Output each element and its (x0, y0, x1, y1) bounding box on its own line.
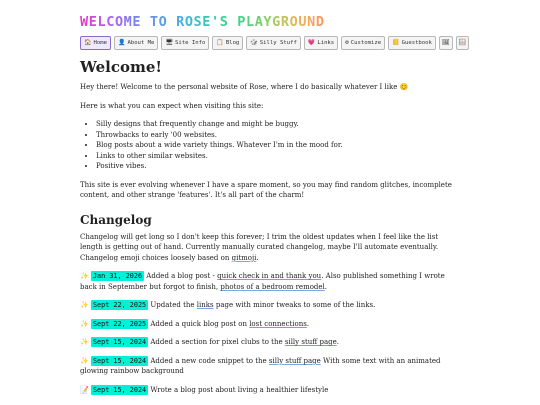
nav-blog-label: Blog (225, 40, 240, 46)
list-item: • Links to other similar websites. (96, 151, 460, 162)
nav-site-info-label: Site Info (175, 40, 206, 46)
nav-home-button[interactable] (80, 36, 111, 50)
links-page-link[interactable]: links (196, 301, 214, 310)
list-item: • Positive vibes. (96, 161, 460, 172)
sparkles-icon: ✨ (80, 338, 89, 347)
nav-picture-button[interactable] (439, 36, 453, 50)
intro-paragraph (80, 82, 460, 93)
gitmoji-link[interactable]: gitmoji (231, 253, 257, 262)
nav-customize-label: Customize (350, 40, 382, 46)
nav-window-button[interactable] (456, 36, 469, 50)
site-title-letter (228, 14, 237, 30)
entry-text: . Also published something I wrote back in September but forgot to finish, (80, 272, 445, 291)
entry-date: Sept 15, 2024 (92, 338, 147, 347)
site-title-letter: R (280, 14, 290, 30)
memo-icon: 📝 (80, 385, 89, 394)
entry-text: . (324, 282, 328, 291)
site-title-letter: Y (263, 14, 273, 30)
changelog-entry (80, 300, 460, 311)
changelog-entry (80, 319, 460, 330)
entry-text: Added a section for pixel clubs to the (148, 338, 285, 347)
nav-home-label: Home (93, 40, 107, 46)
nav-customize-button[interactable] (341, 36, 385, 50)
expect-text: Here is what you can expect when visiting this site: (80, 101, 264, 110)
site-title-letter: S (193, 14, 203, 30)
site-title-letter: L (97, 14, 107, 30)
site-title-letter (167, 14, 176, 30)
site-title-letter: M (123, 14, 133, 30)
site-title-letter: E (132, 14, 142, 30)
entry-text: Added a blog post - (144, 272, 218, 281)
site-title (80, 14, 460, 30)
gear-icon: ⚙ (345, 39, 349, 46)
page-title: Welcome! (80, 58, 163, 76)
blog-post-link[interactable]: lost connections (249, 319, 307, 328)
changelog-entry (80, 271, 460, 292)
site-title-letter: S (219, 14, 229, 30)
nav-guestbook-label: Guestbook (401, 40, 432, 46)
site-title-letter: O (184, 14, 194, 30)
person-icon: 👤 (117, 39, 126, 46)
site-title-letter: E (202, 14, 212, 30)
changelog-entry (80, 385, 460, 396)
dice-icon: 🎲 (250, 39, 258, 46)
sparkles-icon: ✨ (80, 356, 89, 365)
site-title-letter: U (298, 14, 308, 30)
heart-icon: 💗 (307, 39, 316, 46)
evolving-paragraph: This site is ever evolving whenever I have a spare moment, so you may find random glitches, incomplete content, and other strange 'features'. It's all part of the charm! (80, 180, 452, 200)
site-title-letter: O (289, 14, 299, 30)
site-title-letter: P (237, 14, 246, 30)
nav-bar (80, 36, 467, 50)
entry-date: Jan 31, 2026 (92, 272, 143, 281)
changelog-intro-end: . (256, 253, 259, 262)
entry-text: Added a new code snippet to the (148, 356, 269, 365)
silly-stuff-link[interactable]: silly stuff page (284, 338, 337, 347)
sparkles-icon: ✨ (80, 301, 89, 310)
site-title-letter: C (106, 14, 115, 30)
entry-text: page with minor tweaks to some of the links. (213, 301, 376, 310)
site-title-letter (141, 14, 150, 30)
site-title-letter: D (315, 14, 325, 30)
nav-about-label: About Me (127, 40, 155, 46)
nav-links-button[interactable] (304, 36, 338, 50)
picture-icon: 🖼 (441, 39, 450, 46)
intro-text: Hey there! Welcome to the personal website of Rose, where I do basically whatever I like (80, 83, 400, 91)
site-title-letter: N (307, 14, 316, 30)
entry-text: With some text with an animated glowing rainbow background (80, 356, 441, 376)
nav-silly-stuff-label: Silly Stuff (259, 40, 297, 46)
entry-date: Sept 22, 2025 (92, 301, 147, 310)
entry-text: . (306, 319, 310, 328)
site-title-letter: ' (211, 14, 220, 30)
site-title-letter: R (176, 14, 185, 30)
clipboard-icon: 📋 (216, 39, 224, 46)
list-item: • Throwbacks to early '00 websites. (96, 130, 460, 141)
site-title-letter: E (88, 14, 98, 30)
nav-about-button[interactable] (114, 36, 158, 50)
list-item: • Blog posts about a wide variety things. Whatever I'm in the mood for. (96, 140, 460, 151)
nav-guestbook-button[interactable] (388, 36, 436, 50)
entry-text: Added a quick blog post on (148, 319, 250, 328)
blog-post-link[interactable]: quick check in and thank you (217, 272, 322, 281)
changelog-entry (80, 356, 460, 377)
changelog-entry (80, 337, 460, 348)
nav-blog-button[interactable] (212, 36, 243, 50)
notebook-icon: 📒 (392, 39, 400, 46)
nav-silly-stuff-button[interactable] (246, 36, 301, 50)
blog-post-link[interactable]: photos of a bedroom remodel (220, 282, 325, 291)
entry-text: Wrote a blog post about living a healthier lifestyle (148, 385, 329, 394)
smile-icon: 😊 (399, 83, 409, 91)
site-title-letter: T (149, 14, 159, 30)
site-title-letter: L (245, 14, 255, 30)
changelog-intro (80, 232, 460, 264)
expect-list (80, 119, 460, 172)
nav-links-label: Links (317, 40, 335, 46)
site-title-letter: O (158, 14, 168, 30)
monitor-icon: 🖥 (165, 39, 174, 46)
site-title-letter: G (272, 14, 281, 30)
entry-text: Updated the (148, 301, 197, 310)
site-title-letter: A (254, 14, 264, 30)
list-item: • Silly designs that frequently change and might be buggy. (96, 119, 460, 130)
site-title-letter: O (114, 14, 124, 30)
window-icon: 🪟 (458, 39, 467, 46)
home-icon: 🏠 (84, 39, 92, 46)
sparkles-icon: ✨ (80, 272, 89, 281)
sparkles-icon: ✨ (80, 319, 89, 328)
entry-date: Sept 15, 2024 (92, 385, 147, 394)
entry-date: Sept 15, 2024 (92, 356, 147, 365)
entry-text: . (336, 338, 339, 347)
changelog-heading: Changelog (80, 212, 152, 227)
nav-site-info-button[interactable] (161, 36, 209, 50)
site-title-letter: W (80, 14, 89, 30)
changelog-intro-text: Changelog will get long so I don't keep this forever; I trim the oldest updates when I feel like the list length is getting out of hand. Currently manually curated changelog, maybe I'll automate eventually. Changelog emoji choices loosely based on (80, 232, 439, 262)
entry-date: Sept 22, 2025 (92, 319, 147, 328)
silly-stuff-link[interactable]: silly stuff page (268, 356, 321, 365)
